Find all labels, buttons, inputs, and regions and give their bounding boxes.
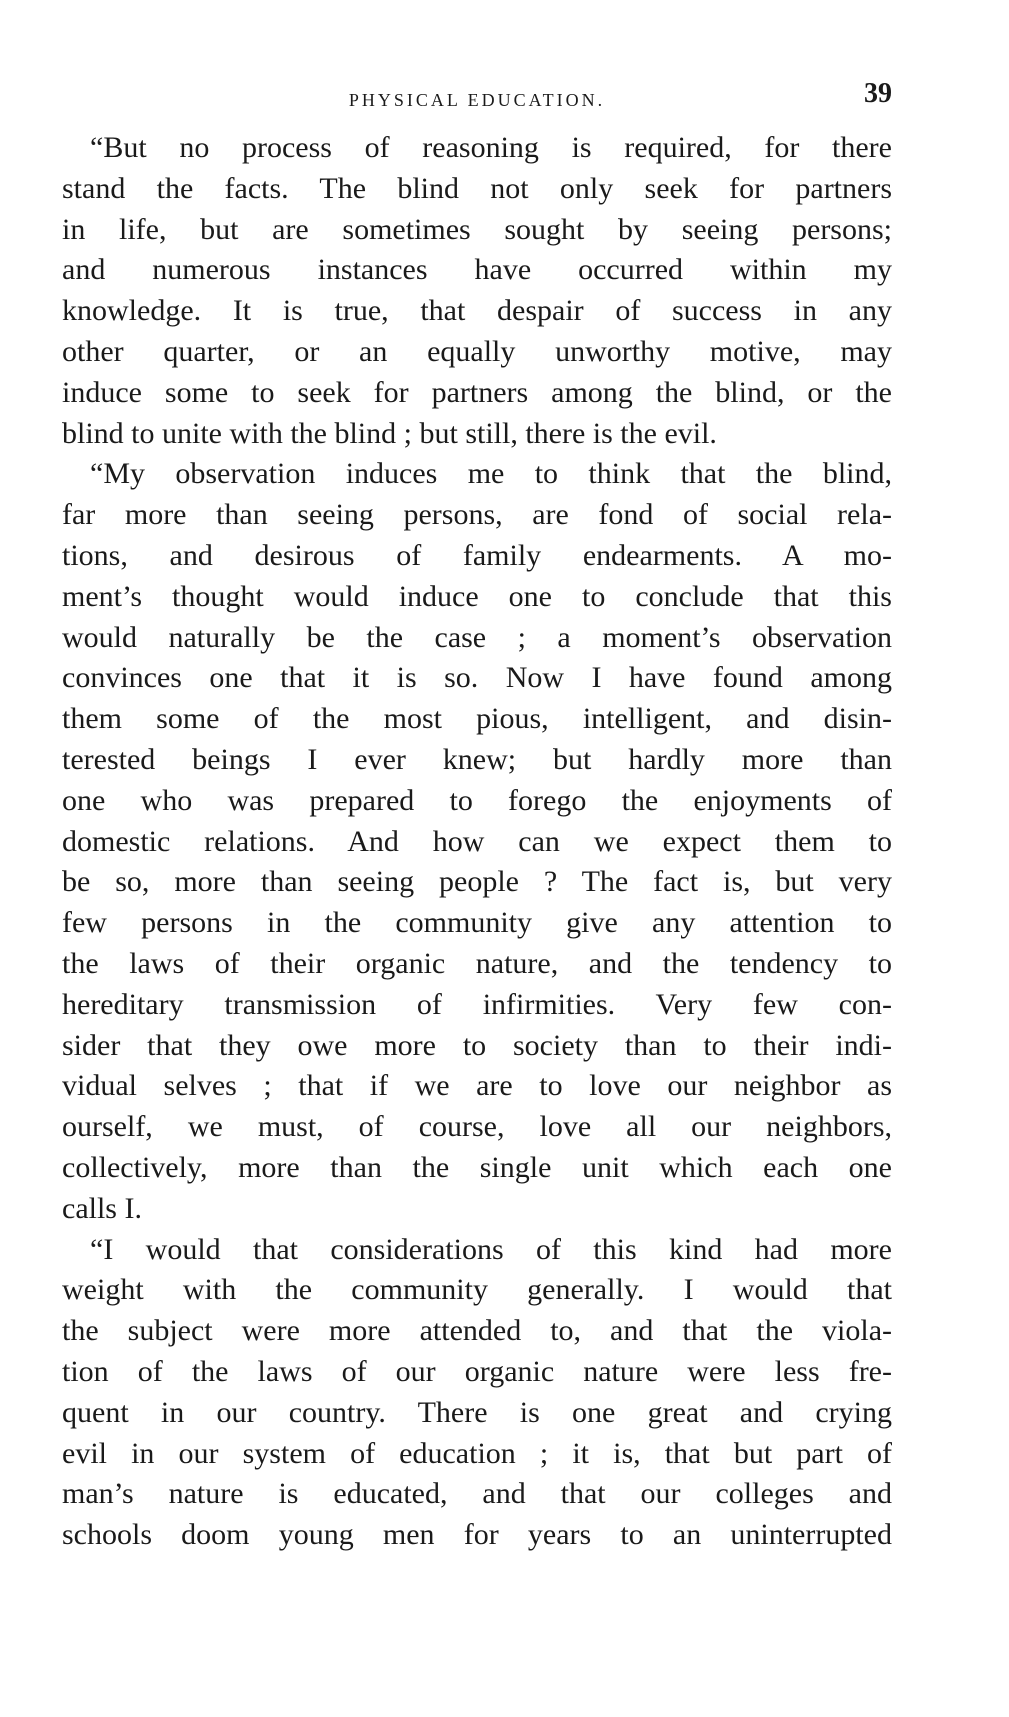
text-line: vidual selves ; that if we are to love our neighbor as xyxy=(62,1069,892,1103)
text-line: hereditary transmission of infirmities. Very few con- xyxy=(62,987,892,1021)
text-line: the laws of their organic nature, and the tendency to xyxy=(62,946,892,980)
page-number: 39 xyxy=(864,78,892,109)
text-line: few persons in the community give any attention to xyxy=(62,906,892,940)
text-line: blind to unite with the blind ; but still, there is the evil. xyxy=(62,416,717,450)
text-line: quent in our country. There is one great and crying xyxy=(62,1395,892,1429)
text-line: induce some to seek for partners among the blind, or the xyxy=(62,375,892,409)
text-line: sider that they owe more to society than to their indi- xyxy=(62,1028,892,1062)
text-line: ourself, we must, of course, love all our neighbors, xyxy=(62,1110,892,1144)
text-line: weight with the community generally. I would that xyxy=(62,1273,892,1307)
text-line: be so, more than seeing people ? The fact is, but very xyxy=(62,865,892,899)
text-line: “But no process of reasoning is required, for there xyxy=(90,131,892,164)
text-line: would naturally be the case ; a moment’s observation xyxy=(62,620,892,654)
text-line: “I would that considerations of this kind had more xyxy=(90,1232,892,1266)
running-title: PHYSICAL EDUCATION. xyxy=(348,90,606,110)
text-line: knowledge. It is true, that despair of success in any xyxy=(62,294,892,328)
text-line: man’s nature is educated, and that our colleges and xyxy=(62,1477,892,1511)
text-line: the subject were more attended to, and that the viola- xyxy=(62,1314,892,1348)
text-line: and numerous instances have occurred within my xyxy=(62,253,892,287)
text-line: collectively, more than the single unit which each one xyxy=(62,1150,892,1184)
text-line: in life, but are sometimes sought by seeing persons; xyxy=(62,212,892,246)
text-line: schools doom young men for years to an uninterrupted xyxy=(62,1518,892,1552)
text-line: far more than seeing persons, are fond of social rela- xyxy=(62,498,892,532)
text-line: stand the facts. The blind not only seek for partners xyxy=(62,171,892,205)
text-line: terested beings I ever knew; but hardly more than xyxy=(62,742,892,776)
text-line: one who was prepared to forego the enjoyments of xyxy=(62,783,892,817)
text-line: other quarter, or an equally unworthy motive, may xyxy=(62,334,892,368)
text-line: evil in our system of education ; it is, that but part of xyxy=(62,1436,892,1470)
text-line: calls I. xyxy=(62,1191,142,1225)
text-line: tion of the laws of our organic nature were less fre- xyxy=(62,1354,892,1388)
body-text xyxy=(62,128,892,1556)
text-line: tions, and desirous of family endearments. A mo- xyxy=(62,538,892,572)
text-line: convinces one that it is so. Now I have found among xyxy=(62,661,892,695)
text-line: ment’s thought would induce one to conclude that this xyxy=(62,579,892,613)
text-line: domestic relations. And how can we expect them to xyxy=(62,824,892,858)
text-line: “My observation induces me to think that the blind, xyxy=(90,457,892,491)
text-line: them some of the most pious, intelligent, and disin- xyxy=(62,702,892,736)
running-head xyxy=(62,78,892,114)
